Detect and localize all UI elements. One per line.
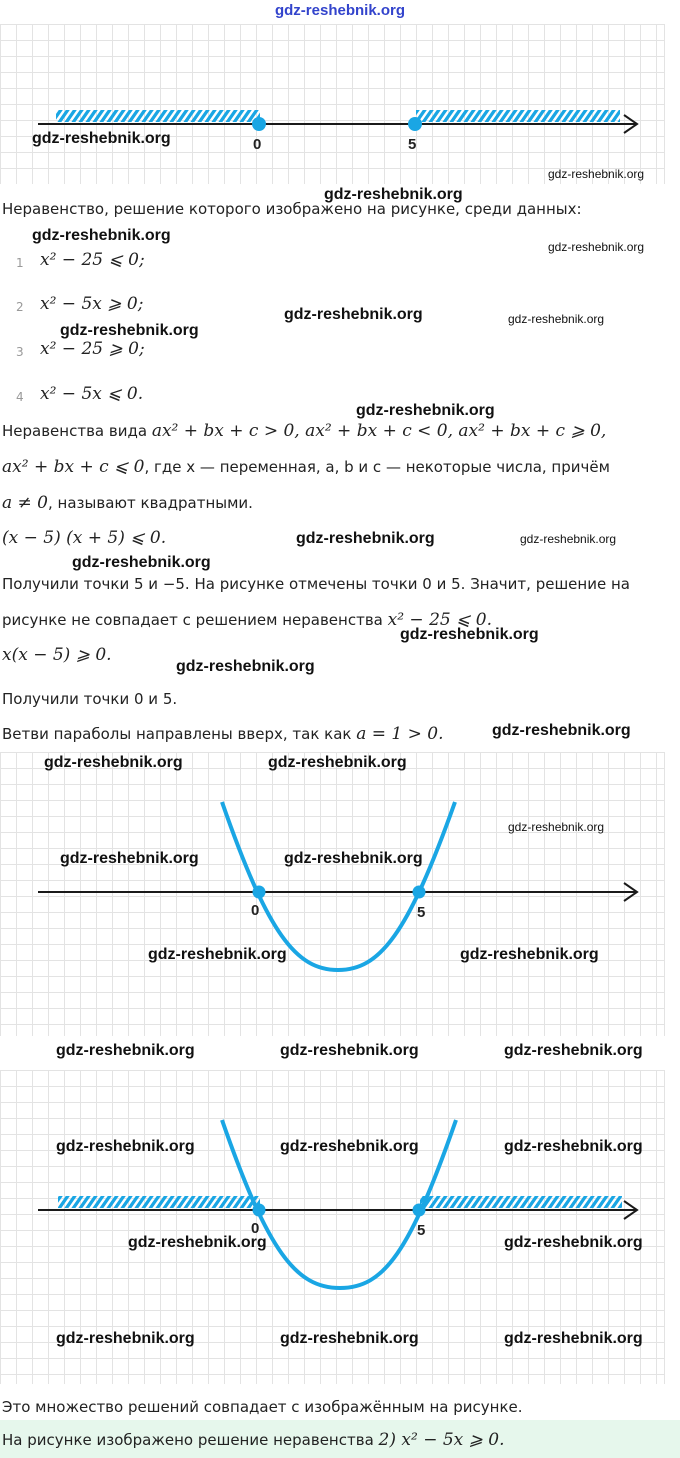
- answer-math: 2) x² − 5x ⩾ 0.: [378, 1430, 505, 1450]
- watermark[interactable]: gdz-reshebnik.org: [400, 626, 539, 643]
- watermark[interactable]: gdz-reshebnik.org: [60, 322, 199, 339]
- theory-line-3: [2, 493, 253, 513]
- watermark[interactable]: gdz-reshebnik.org: [56, 1042, 195, 1059]
- option-1-expression[interactable]: x² − 25 ⩽ 0;: [40, 250, 145, 270]
- step-2-branches-text: Ветви параболы направлены вверх, так как: [2, 725, 357, 743]
- watermark[interactable]: gdz-reshebnik.org: [44, 754, 183, 771]
- watermark[interactable]: gdz-reshebnik.org: [56, 1138, 195, 1155]
- answer-line: [2, 1430, 505, 1450]
- watermark[interactable]: gdz-reshebnik.org: [508, 312, 605, 326]
- watermark[interactable]: gdz-reshebnik.org: [296, 530, 435, 547]
- watermark[interactable]: gdz-reshebnik.org: [148, 946, 287, 963]
- point-0: [253, 886, 266, 899]
- watermark[interactable]: gdz-reshebnik.org: [548, 167, 645, 181]
- step-1-factorization: (x − 5) (x + 5) ⩽ 0.: [2, 528, 167, 548]
- figure-1-number-line: [0, 24, 680, 184]
- watermark[interactable]: gdz-reshebnik.org: [56, 1330, 195, 1347]
- watermark[interactable]: gdz-reshebnik.org: [32, 130, 171, 147]
- option-3-expression[interactable]: x² − 25 ⩾ 0;: [40, 339, 145, 359]
- watermark[interactable]: gdz-reshebnik.org: [324, 186, 463, 203]
- theory-formulas: ax² + bx + c > 0, ax² + bx + c < 0, ax² + bx + c ⩾ 0,: [151, 421, 607, 441]
- figure-2-label-0: 0: [251, 902, 260, 919]
- option-2-expression[interactable]: x² − 5x ⩾ 0;: [40, 294, 144, 314]
- figure-1-label-0: 0: [253, 136, 262, 153]
- watermark[interactable]: gdz-reshebnik.org: [280, 1138, 419, 1155]
- step-2-branches: [2, 724, 444, 744]
- step-2-points-text: Получили точки 0 и 5.: [2, 690, 178, 708]
- watermark[interactable]: gdz-reshebnik.org: [32, 227, 171, 244]
- watermark[interactable]: gdz-reshebnik.org: [504, 1330, 643, 1347]
- point-5: [413, 886, 426, 899]
- option-2-number: 2: [16, 300, 24, 314]
- theory-formula-4: ax² + bx + c ⩽ 0: [2, 457, 145, 477]
- step-1-compare-math: x² − 25 ⩽ 0.: [387, 610, 492, 630]
- watermark[interactable]: gdz-reshebnik.org: [72, 554, 211, 571]
- watermark[interactable]: gdz-reshebnik.org: [492, 722, 631, 739]
- figure-3-label-5: 5: [417, 1222, 426, 1239]
- watermark[interactable]: gdz-reshebnik.org: [504, 1234, 643, 1251]
- watermark[interactable]: gdz-reshebnik.org: [504, 1138, 643, 1155]
- option-3-number: 3: [16, 345, 24, 359]
- step-1-points-text: Получили точки 5 и −5. На рисунке отмечены точки 0 и 5. Значит, решение на: [2, 575, 630, 593]
- option-4-number: 4: [16, 390, 24, 404]
- option-4-expression[interactable]: x² − 5x ⩽ 0.: [40, 384, 144, 404]
- watermark[interactable]: gdz-reshebnik.org: [284, 850, 423, 867]
- figure-1-label-5: 5: [408, 136, 417, 153]
- solution-hatch-right: [420, 1196, 622, 1208]
- watermark[interactable]: gdz-reshebnik.org: [284, 306, 423, 323]
- conclusion-text: Это множество решений совпадает с изображённым на рисунке.: [2, 1398, 523, 1416]
- watermark[interactable]: gdz-reshebnik.org: [504, 1042, 643, 1059]
- watermark[interactable]: gdz-reshebnik.org: [548, 240, 645, 254]
- theory-definition: , где x — переменная, a, b и c — некоторые числа, причём: [144, 458, 610, 476]
- figure-2-parabola: [0, 752, 680, 1036]
- watermark[interactable]: gdz-reshebnik.org: [508, 820, 605, 834]
- watermark-top[interactable]: gdz-reshebnik.org: [274, 2, 405, 19]
- step-2-branches-math: a = 1 > 0.: [356, 724, 444, 744]
- solution-hatch-left: [56, 110, 260, 122]
- watermark[interactable]: gdz-reshebnik.org: [460, 946, 599, 963]
- solution-hatch-right: [416, 110, 620, 122]
- figure-3-label-0: 0: [251, 1220, 260, 1237]
- solution-hatch-left: [58, 1196, 260, 1208]
- step-1-compare-text: рисунке не совпадает с решением неравенства: [2, 611, 388, 629]
- option-1-number: 1: [16, 256, 24, 270]
- watermark[interactable]: gdz-reshebnik.org: [280, 1042, 419, 1059]
- theory-conclusion: , называют квадратными.: [48, 494, 253, 512]
- theory-line-2: [2, 457, 610, 477]
- figure-2-label-5: 5: [417, 904, 426, 921]
- point-0: [252, 117, 266, 131]
- theory-line-1: [2, 421, 606, 441]
- watermark[interactable]: gdz-reshebnik.org: [60, 850, 199, 867]
- watermark[interactable]: gdz-reshebnik.org: [176, 658, 315, 675]
- theory-condition: a ≠ 0: [2, 493, 49, 513]
- watermark[interactable]: gdz-reshebnik.org: [356, 402, 495, 419]
- point-5: [408, 117, 422, 131]
- point-5: [413, 1204, 426, 1217]
- theory-prefix: Неравенства вида: [2, 422, 152, 440]
- answer-text: На рисунке изображено решение неравенства: [2, 1431, 379, 1449]
- watermark[interactable]: gdz-reshebnik.org: [128, 1234, 267, 1251]
- watermark[interactable]: gdz-reshebnik.org: [280, 1330, 419, 1347]
- point-0: [253, 1204, 266, 1217]
- watermark[interactable]: gdz-reshebnik.org: [268, 754, 407, 771]
- question-text: Неравенство, решение которого изображено на рисунке, среди данных:: [2, 200, 582, 218]
- watermark[interactable]: gdz-reshebnik.org: [520, 532, 617, 546]
- step-2-factorization: x(x − 5) ⩾ 0.: [2, 645, 112, 665]
